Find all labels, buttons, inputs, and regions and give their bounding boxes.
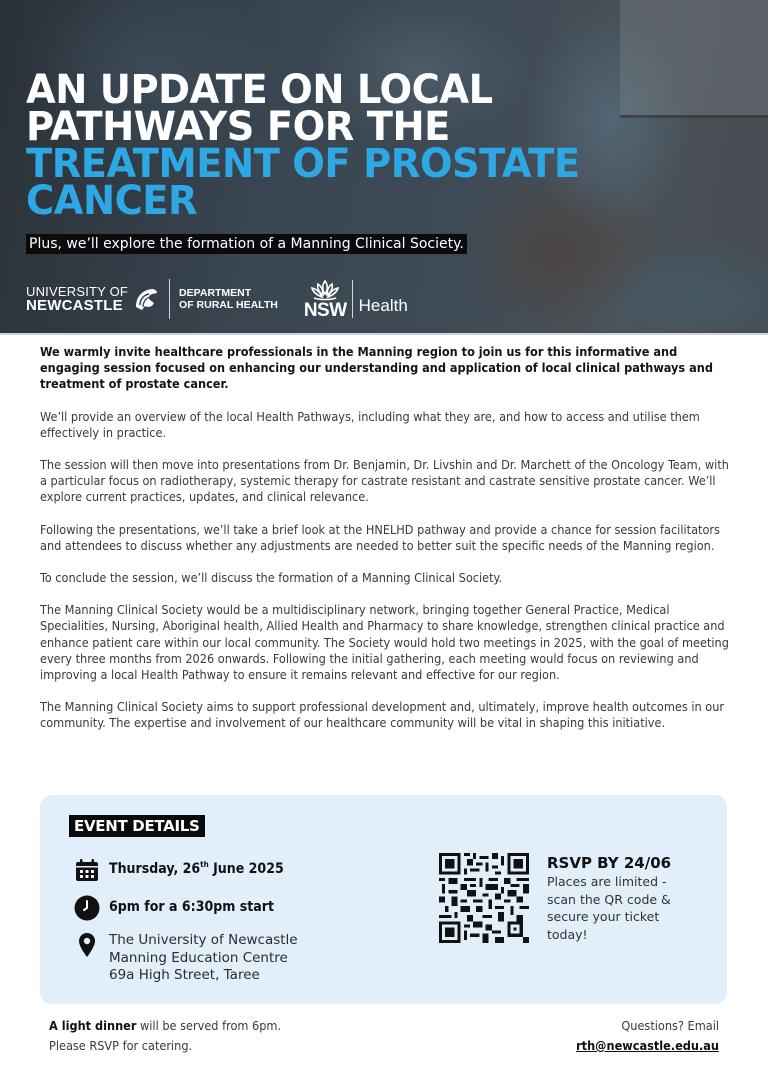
paragraph-society-description: The Manning Clinical Society would be a multidisciplinary network, bringing together General Practice, Medical Specialities, Nursing, Aboriginal health, Allied Health and Pharmacy to share knowledge, strengthen clinical practice and enhance patient care within our local community. The Society would hold two meetings in 2025, with the goal of meeting every three months from 2026 onwards. Following the initial gathering, each meeting would focus on reviewing and improving a local Health Pathway to ensure it remains relevant and effective for our region. (40, 602, 729, 683)
page-title (26, 67, 602, 224)
paragraph-hnelhd-pathway: Following the presentations, we’ll take a brief look at the HNELHD pathway and provide a chance for session facilitators and attendees to discuss whether any adjustments are needed to better suit the specific needs of the Manning region. (40, 521, 720, 553)
background-whiteboard (620, 0, 768, 118)
event-date-ordinal: th (200, 860, 209, 869)
seahorse-crest-icon (132, 285, 160, 313)
address-line-1: The University of Newcastle (109, 932, 298, 948)
university-of-newcastle-logo (26, 285, 160, 313)
map-pin-icon (74, 932, 100, 958)
contact-email-link[interactable]: rth@newcastle.edu.au (576, 1038, 719, 1053)
rsvp-line-2: scan the QR code & (547, 891, 671, 907)
address-line-3: 69a High Street, Taree (109, 967, 260, 983)
dinner-bold: A light dinner (49, 1018, 137, 1033)
event-time (74, 895, 274, 921)
contact-info (576, 1016, 719, 1056)
paragraph-society-aims: The Manning Clinical Society aims to support professional development and, ultimately, improve health outcomes in our community. The expertise and involvement of our healthcare community will be vital in shaping this initiative. (40, 699, 725, 731)
title-line-1: AN UPDATE ON LOCAL (26, 67, 493, 113)
health-wordmark: Health (358, 296, 408, 315)
nsw-health-logo (304, 278, 408, 320)
address-line-2: Manning Education Centre (109, 949, 288, 966)
paragraph-conclusion: To conclude the session, we’ll discuss the formation of a Manning Clinical Society. (40, 570, 503, 586)
event-location (74, 932, 298, 985)
uon-line-1: UNIVERSITY OF (26, 284, 129, 299)
rsvp-line-1: Places are limited - (547, 874, 667, 889)
title-line-3: TREATMENT OF PROSTATE (26, 141, 580, 187)
dept-line-2: OF RURAL HEALTH (179, 299, 278, 311)
questions-label: Questions? Email (621, 1018, 719, 1033)
catering-note: Please RSVP for catering. (49, 1038, 193, 1053)
paragraph-overview: We’ll provide an overview of the local Health Pathways, including what they are, and how to access and utilise them effectively in practice. (40, 408, 700, 440)
logo-divider (352, 280, 353, 318)
uon-line-2: NEWCASTLE (26, 297, 123, 314)
logo-divider (169, 279, 170, 319)
department-of-rural-health-logo (179, 287, 278, 311)
clock-icon (74, 895, 100, 921)
paragraph-presentations: The session will then move into presentations from Dr. Benjamin, Dr. Livshin and Dr. Marchett of the Oncology Team, with a particular focus on radiotherapy, systemic therapy for castrate resistant and castrate sensitive prostate cancer. We’ll explore current practices, updates, and clinical relevance. (40, 457, 729, 505)
event-details-heading: EVENT DETAILS (69, 815, 205, 837)
rsvp-panel (547, 853, 717, 943)
calendar-icon (74, 857, 100, 883)
event-date (74, 857, 284, 883)
hero-banner (0, 0, 768, 335)
event-date-suffix: June 2025 (208, 861, 284, 877)
dept-line-1: DEPARTMENT (179, 287, 252, 299)
event-date-text: Thursday, 26 (109, 861, 201, 877)
dinner-text: will be served from 6pm. (136, 1018, 282, 1033)
rsvp-qr-code[interactable] (439, 853, 529, 943)
title-line-2: PATHWAYS FOR THE (26, 104, 450, 150)
title-line-4: CANCER (26, 178, 198, 224)
subtitle: Plus, we’ll explore the formation of a Manning Clinical Society. (26, 234, 467, 254)
lead-paragraph: We warmly invite healthcare professionals in the Manning region to join us for this informative and engaging session focused on enhancing our understanding and application of local clinical pathways and treatment of prostate cancer. (40, 344, 713, 392)
rsvp-deadline: RSVP BY 24/06 (547, 854, 672, 872)
rsvp-line-3: secure your ticket (547, 909, 660, 924)
partner-logos (26, 276, 408, 322)
hero-divider (0, 333, 768, 335)
rsvp-line-4: today! (547, 926, 588, 942)
nsw-wordmark: NSW (303, 300, 347, 321)
event-details-card (40, 795, 727, 1004)
event-time-text: 6pm for a 6:30pm start (109, 899, 274, 915)
waratah-icon (305, 278, 345, 302)
dinner-note (49, 1016, 281, 1056)
invitation-body (40, 344, 730, 748)
